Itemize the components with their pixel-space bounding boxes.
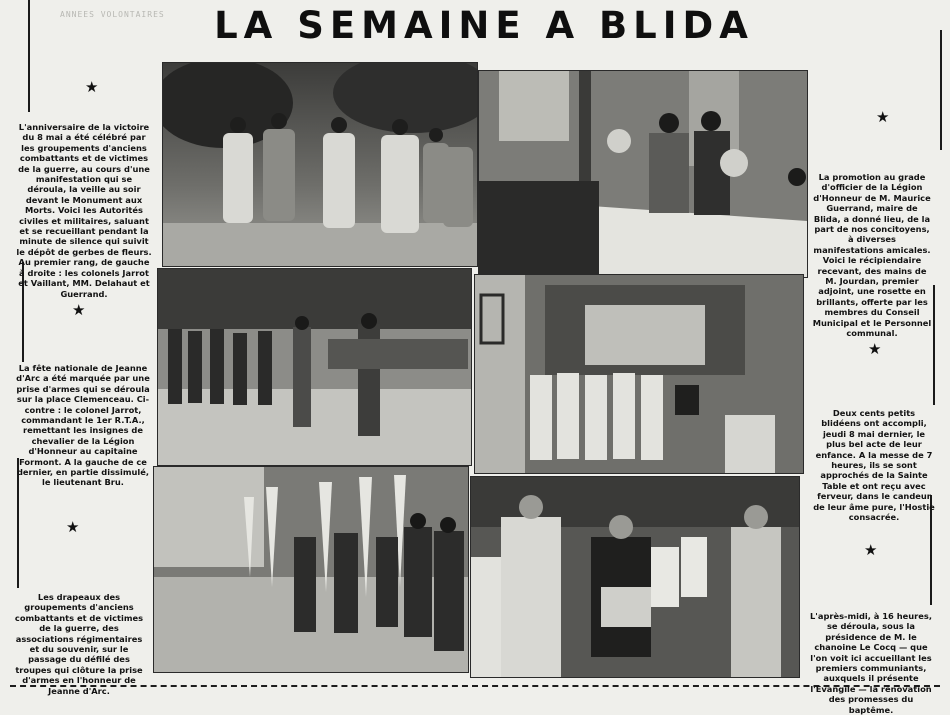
photo-communion-mass <box>474 274 804 474</box>
star-ornament-icon: ★ <box>85 78 99 96</box>
caption-apres-midi: L'après-midi, à 16 heures, se déroula, sous la présidence de M. le chanoine Le Cocq — que l'on voit ici accueillant les premiers communiants, auxquels il présente l'Evangile — la rénovation des promesses du baptême. <box>810 611 932 715</box>
star-ornament-icon: ★ <box>66 518 80 536</box>
page-title: LA SEMAINE A BLIDA <box>214 4 754 47</box>
star-ornament-icon: ★ <box>868 340 882 358</box>
photo-canon-communicants <box>470 476 800 678</box>
photo-prise-d-armes <box>157 268 472 466</box>
photo-flag-bearers <box>153 466 469 673</box>
children-communion-photo <box>471 477 799 677</box>
caption-legion: La promotion au grade d'officier de la Légion d'Honneur de M. Maurice Guerrand, maire de Blida, a donné lieu, de la part de nos concitoyens, à diverses manifestations amicales. Voici le récipiendaire recevant, des mains de M. Jourdan, premier adjoint, une rosette en brillants, offerte par les membres du Conseil Municipal et le Personnel communal. <box>812 172 932 339</box>
column-rule <box>940 30 942 150</box>
photo-monument-aux-morts <box>162 62 478 267</box>
church-altar-photo <box>475 275 803 473</box>
flag-parade-photo <box>154 467 468 672</box>
caption-communion: Deux cents petits blidéens ont accompli, jeudi 8 mai dernier, le plus bel acte de leur enfance. A la messe de 7 heures, ils se sont approchés de la Sainte Table et ont reçu avec ferveur, dans le candeur de leur âme pure, l'Hostie consacrée. <box>813 408 935 523</box>
star-ornament-icon: ★ <box>72 301 86 319</box>
star-ornament-icon: ★ <box>876 108 890 126</box>
caption-drapeaux: Les drapeaux des groupements d'anciens combattants et de victimes de la guerre, des associations régimentaires et du souvenir, sur le passage du défilé des troupes qui clôture la prise d'armes en l'honneur de Jeanne d'Arc. <box>14 592 144 696</box>
star-ornament-icon: ★ <box>864 541 878 559</box>
column-rule <box>28 0 30 112</box>
saluting-officials-photo <box>163 63 477 266</box>
bottom-dashed-rule <box>10 685 940 687</box>
banquet-table-photo <box>479 71 807 277</box>
caption-jeanne-d-arc: La fête nationale de Jeanne d'Arc a été marquée par une prise d'armes qui se déroula sur la place Clemenceau. Ci-contre : le colonel Jarrot, commandant le 1er R.T.A., remettant les insignes de chevalier de la Légion d'Honneur au capitaine Formont. A la gauche de ce dernier, en partie dissimulé, le lieutenant Bru. <box>16 363 150 488</box>
caption-armistice: L'anniversaire de la victoire du 8 mai a été célébré par les groupements d'anciens combattants et de victimes de la guerre, au cours d'une manifestation qui se déroula, la veille au soir devant le Monument aux Morts. Voici les Autorités civiles et militaires, saluant et se recueillant pendant la minute de silence qui suivit le dépôt de gerbes de fleurs. Au premier rang, de gauche à droite : les colonels Jarrot et Vaillant, MM. Delahaut et Guerrand. <box>16 122 152 299</box>
photo-legion-reception <box>478 70 808 278</box>
column-rule <box>933 285 935 405</box>
military-ceremony-photo <box>158 269 471 465</box>
bleed-through-text: ANNEES VOLONTAIRES <box>60 10 165 19</box>
